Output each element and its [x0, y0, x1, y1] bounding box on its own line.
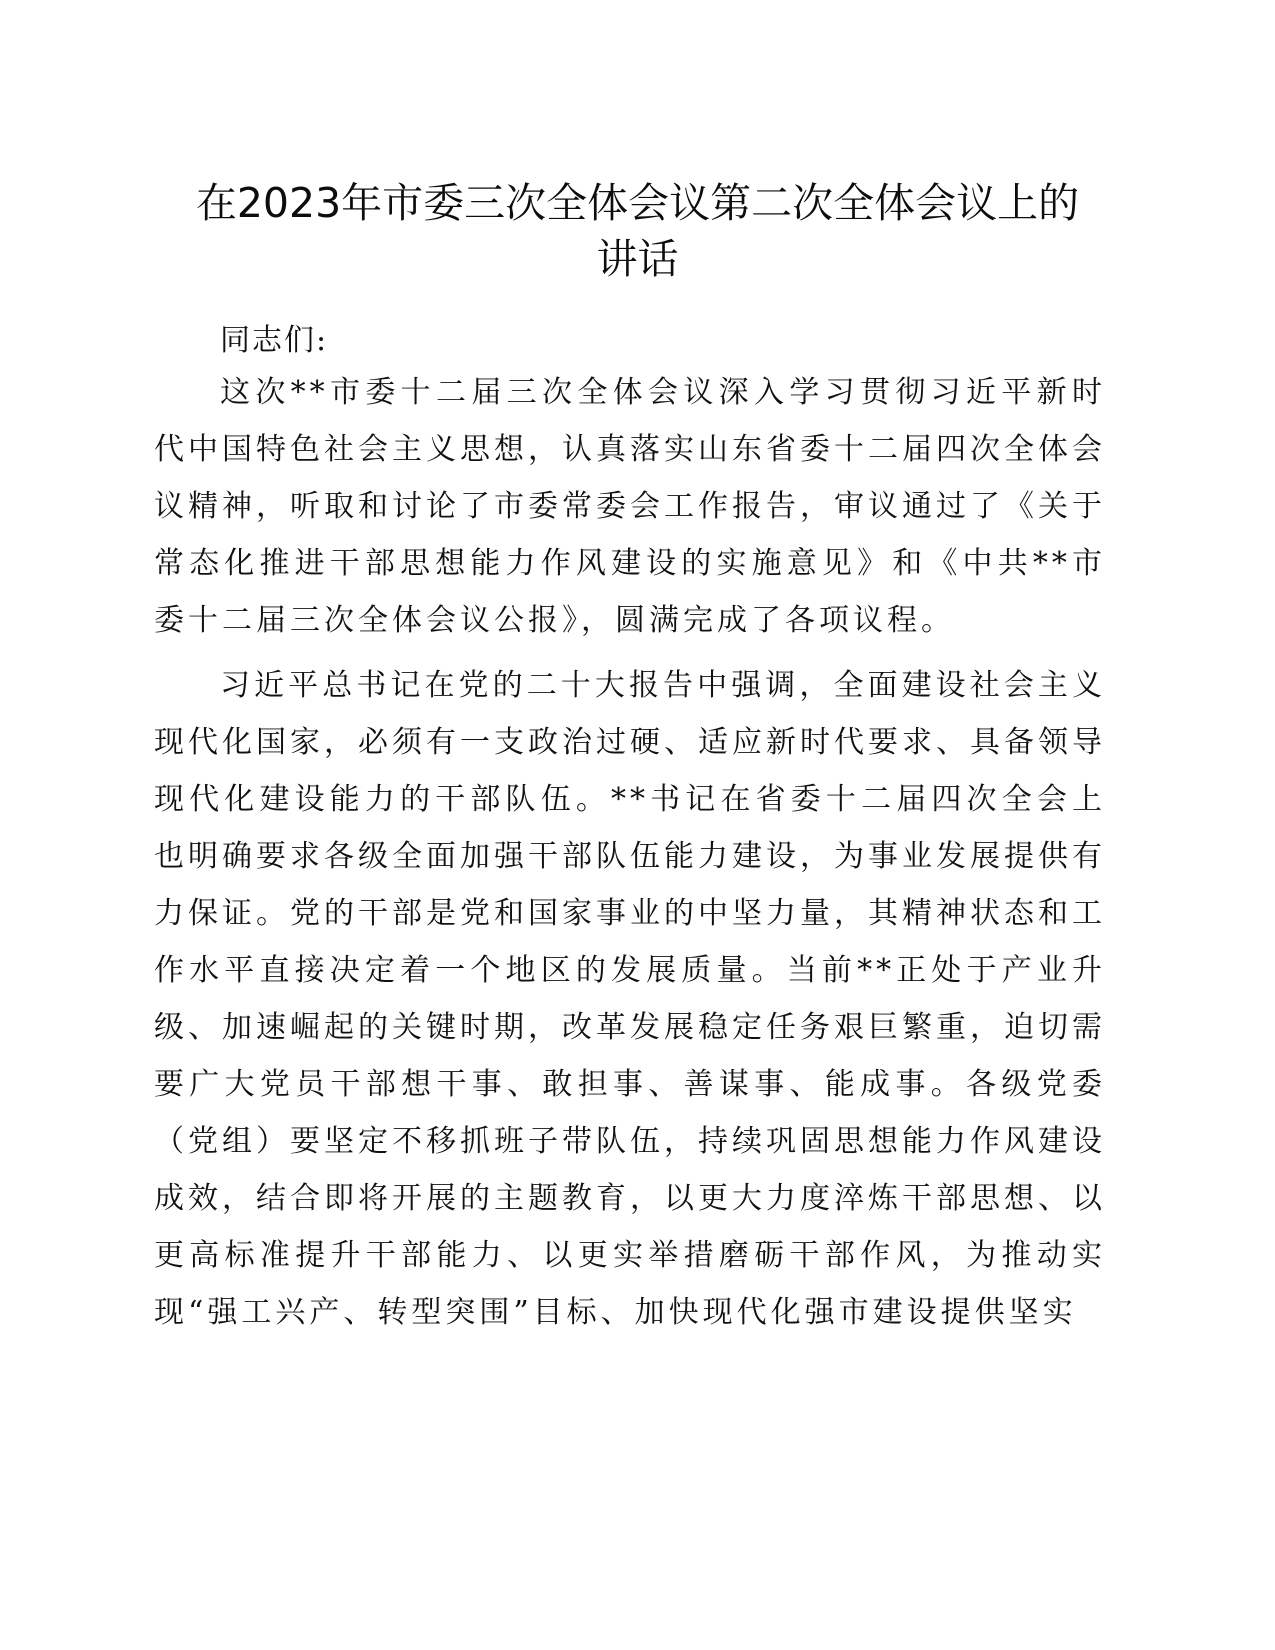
paragraph-2: 习近平总书记在党的二十大报告中强调，全面建设社会主义现代化国家，必须有一支政治过硬、适应新时代要求、具备领导现代化建设能力的干部队伍。**书记在省委十二届四次全会上也明确要求各级全面加强干部队伍能力建设，为事业发展提供有力保证。党的干部是党和国家事业的中坚力量，其精神状态和工作水平直接决定着一个地区的发展质量。当前**正处于产业升级、加速崛起的关键时期，改革发展稳定任务艰巨繁重，迫切需要广大党员干部想干事、敢担事、善谋事、能成事。各级党委（党组）要坚定不移抓班子带队伍，持续巩固思想能力作风建设成效，结合即将开展的主题教育，以更大力度淬炼干部思想、以更高标准提升干部能力、以更实举措磨砺干部作风，为推动实现“强工兴产、转型突围”目标、加快现代化强市建设提供坚实 [154, 668, 1106, 1330]
document-title [150, 175, 1125, 287]
title-line-1: 在2023年市委三次全体会议第二次全体会议上的 [195, 179, 1080, 227]
title-line-2: 讲话 [596, 235, 679, 283]
paragraph-1: 这次**市委十二届三次全体会议深入学习贯彻习近平新时代中国特色社会主义思想，认真落实山东省委十二届四次全体会议精神，听取和讨论了市委常委会工作报告，审议通过了《关于常态化推进干部思想能力作风建设的实施意见》和《中共**市委十二届三次全体会议公报》，圆满完成了各项议程。 [154, 375, 1106, 638]
greeting: 同志们: [220, 323, 329, 358]
